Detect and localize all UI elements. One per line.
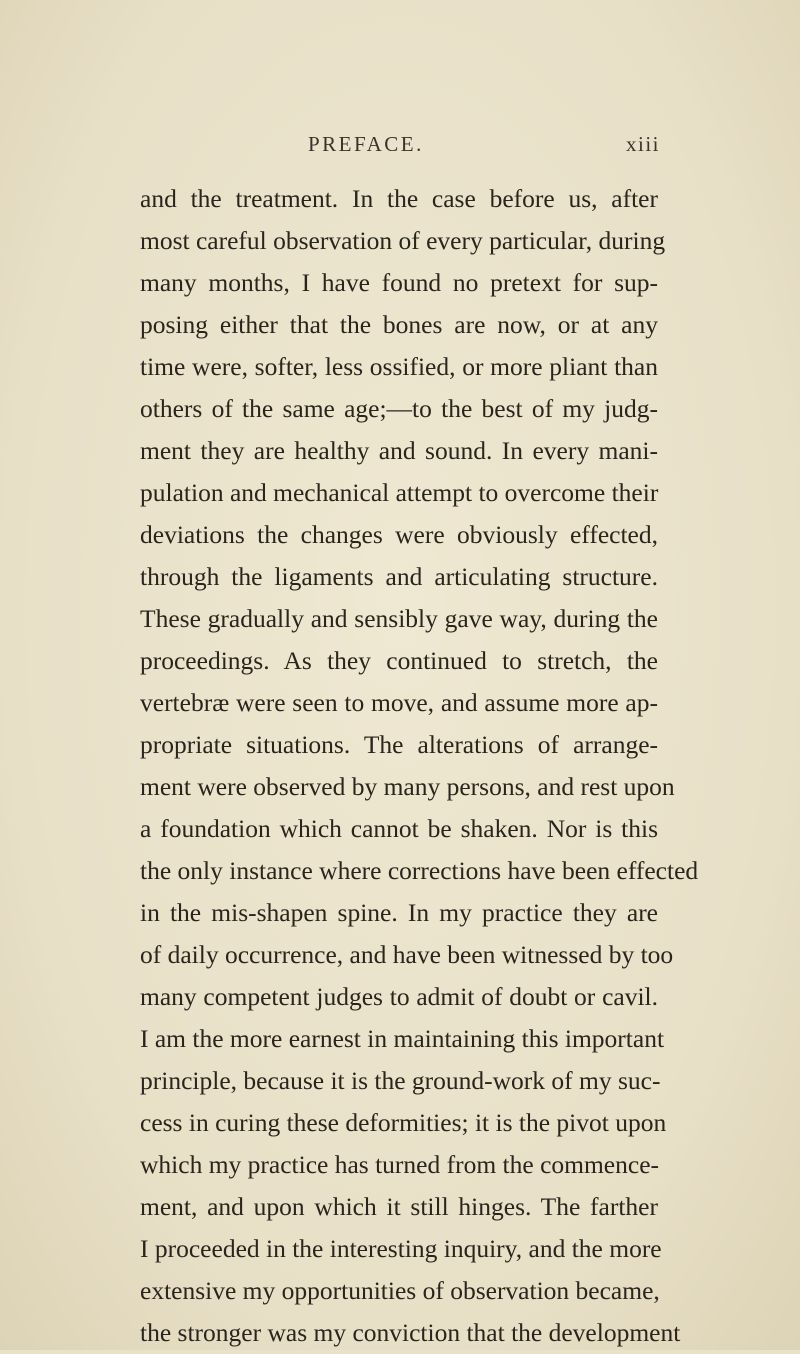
text-line: propriate situations. The alterations of arrange- [140,730,658,759]
text-line: ment, and upon which it still hinges. The farther [140,1192,658,1221]
text-line: many competent judges to admit of doubt or cavil. [140,982,658,1011]
text-line: posing either that the bones are now, or at any [140,310,658,339]
text-line: deviations the changes were obviously effected, [140,520,658,549]
text-line: through the ligaments and articulating structure. [140,562,658,591]
text-line: extensive my opportunities of observation became, [140,1276,660,1305]
text-line: ment they are healthy and sound. In every mani- [140,436,658,465]
page-number: xiii [625,132,660,156]
text-line: the stronger was my conviction that the development [140,1318,681,1347]
text-line: of daily occurrence, and have been witnessed by too [140,940,674,969]
page-header [140,132,660,172]
text-line: cess in curing these deformities; it is the pivot upon [140,1108,667,1137]
text-line: These gradually and sensibly gave way, during the [140,604,658,633]
text-line: I am the more earnest in maintaining this important [140,1024,665,1053]
text-line: many months, I have found no pretext for sup- [140,268,658,297]
text-line: which my practice has turned from the commence- [140,1150,660,1179]
text-line: others of the same age;—to the best of my judg- [140,394,658,423]
text-line: I proceeded in the interesting inquiry, and the more [140,1234,662,1263]
text-line: ment were observed by many persons, and rest upon [140,772,675,801]
text-line: a foundation which cannot be shaken. Nor is this [140,814,658,843]
text-line: time were, softer, less ossified, or more pliant than [140,352,658,381]
text-line: in the mis-shapen spine. In my practice they are [140,898,658,927]
body-text [0,178,800,1354]
text-line: most careful observation of every particular, during [140,226,666,255]
text-line: vertebræ were seen to move, and assume more ap- [140,688,658,717]
text-line: proceedings. As they continued to stretch, the [140,646,658,675]
text-line: and the treatment. In the case before us, after [140,184,658,213]
running-head: PREFACE. [308,132,424,156]
text-line: pulation and mechanical attempt to overcome their [140,478,659,507]
text-line: the only instance where corrections have been effected [140,856,699,885]
text-line: principle, because it is the ground-work of my suc- [140,1066,661,1095]
